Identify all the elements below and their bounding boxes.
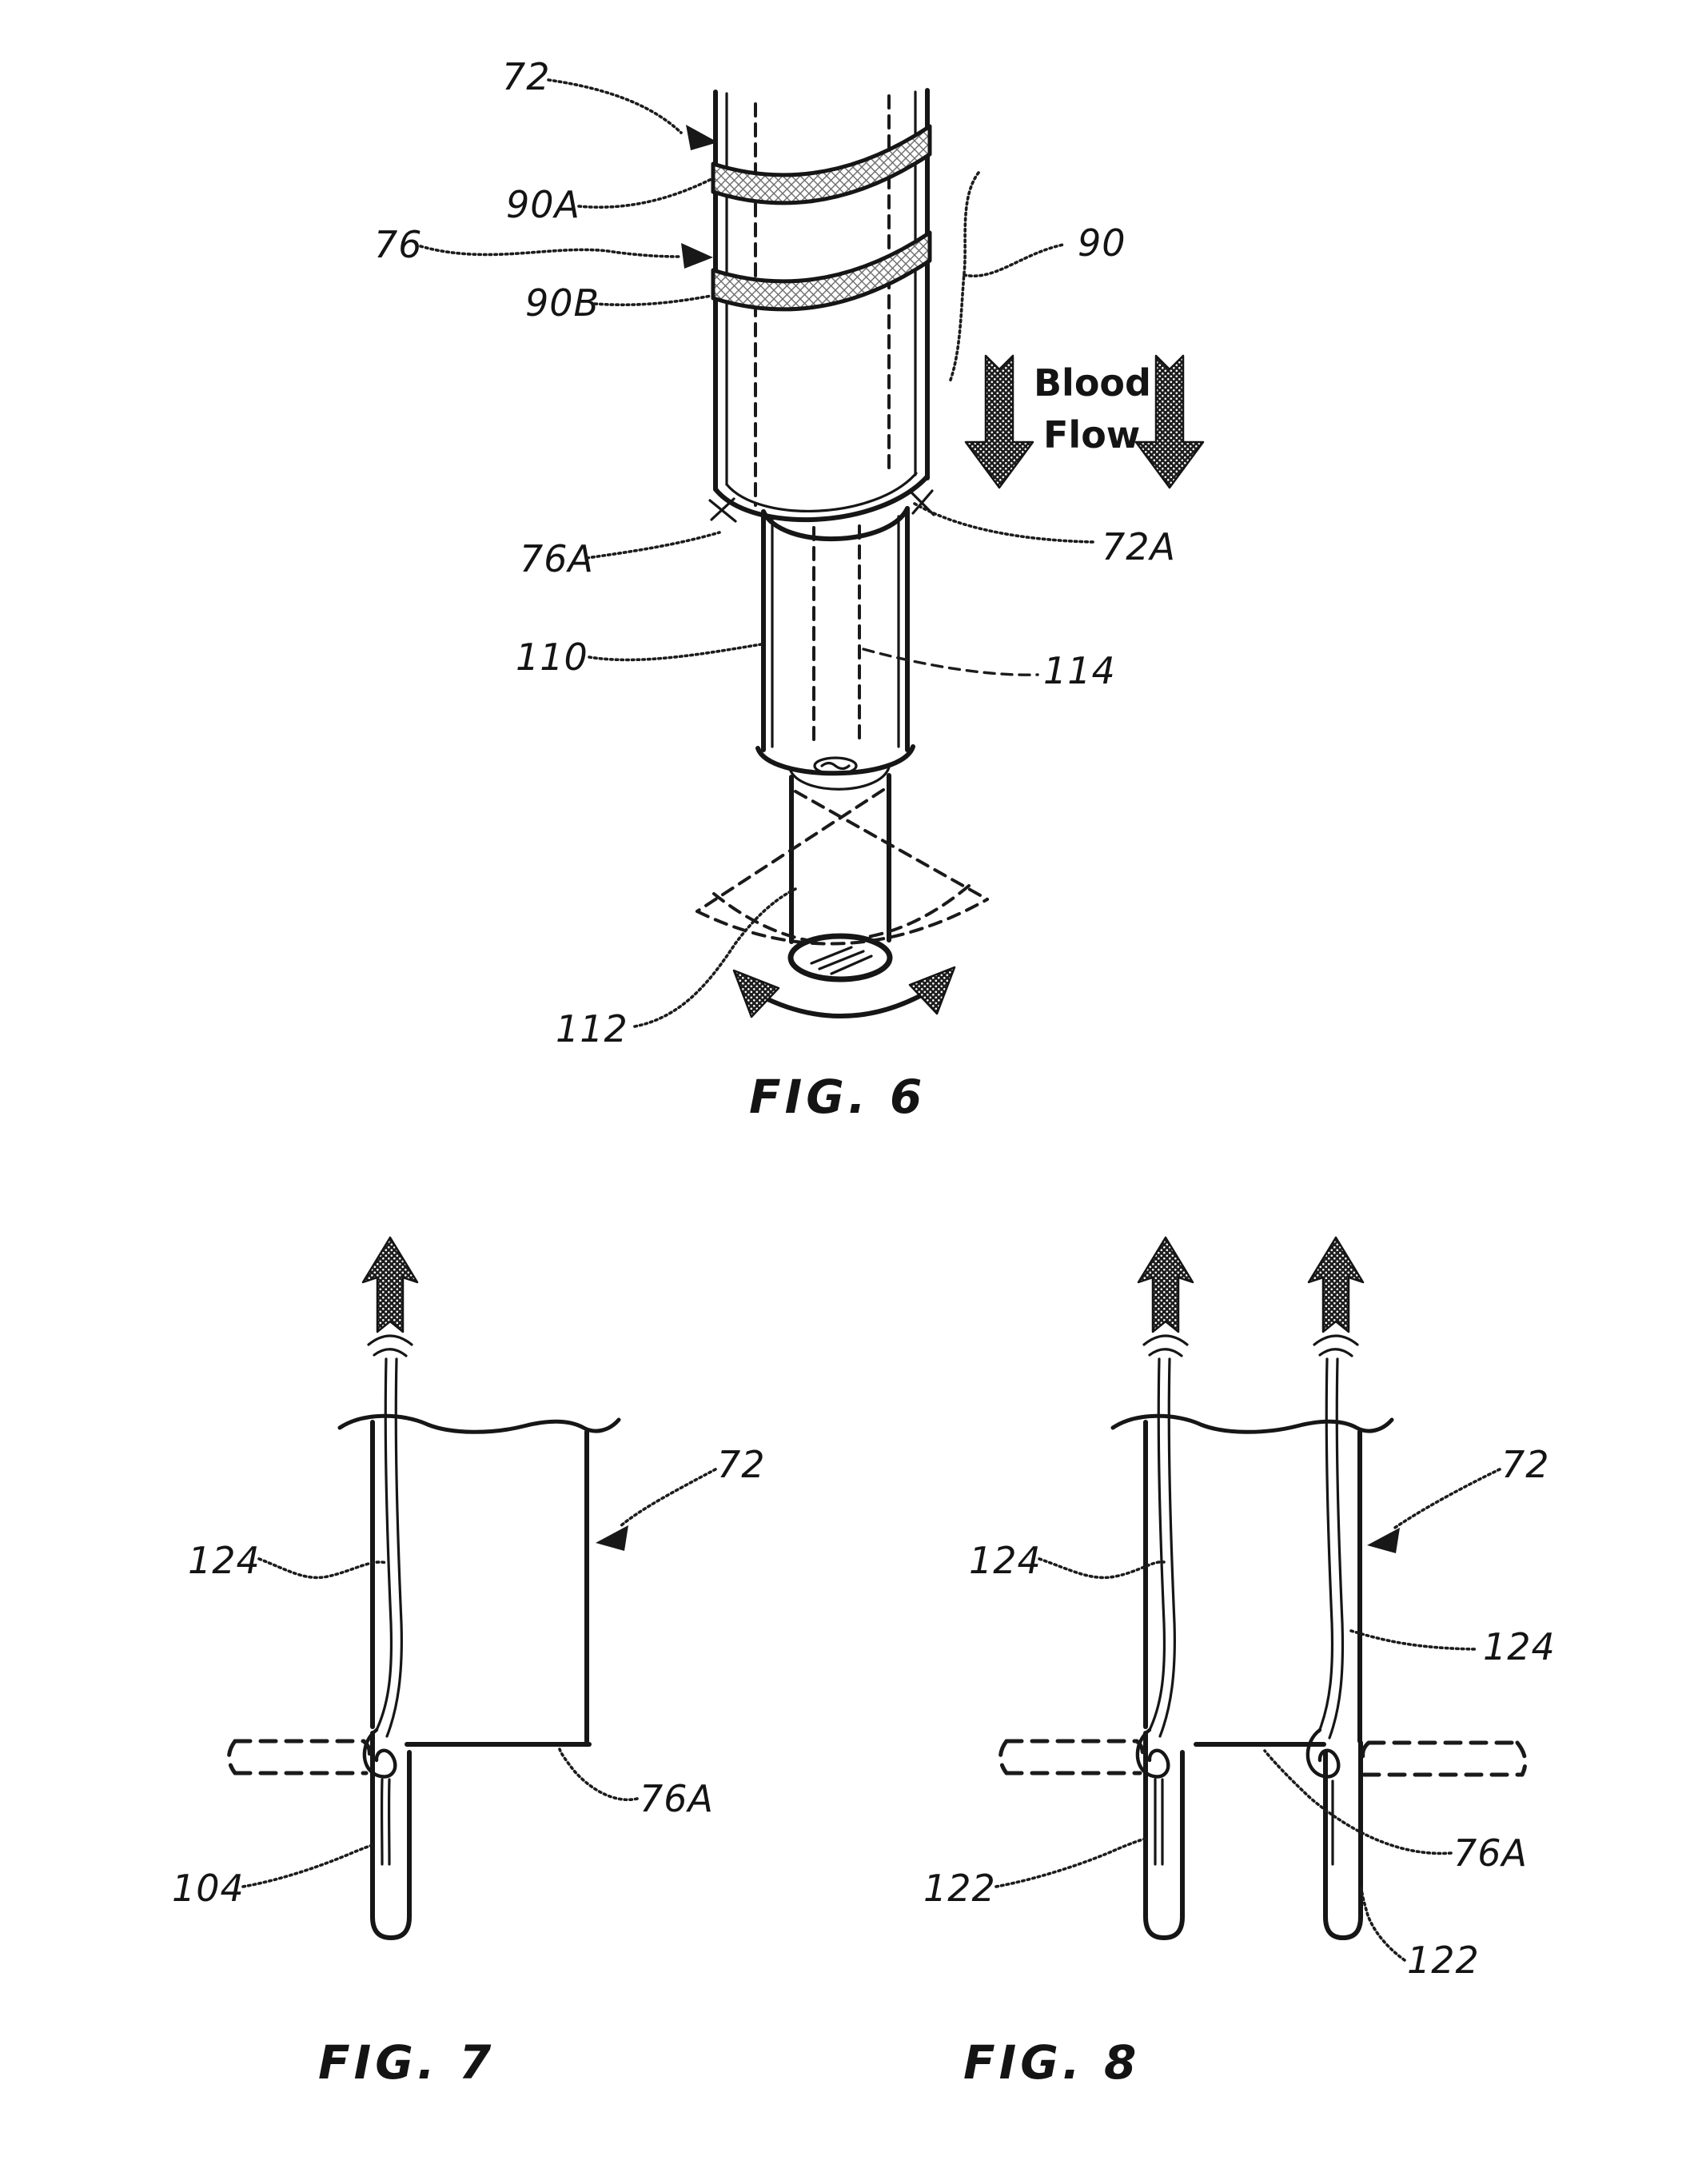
blood-flow-arrow-left-icon [966, 356, 1033, 488]
fig7-label-124: 124 [188, 1539, 261, 1582]
fig6-leader-90A [579, 179, 711, 207]
fig8-caption: FIG. 8 [963, 2035, 1141, 2090]
fig8-distal-tube-right-outline [1325, 1743, 1361, 1938]
fig6-leader-76 [421, 246, 680, 257]
fig7-leader-72 [620, 1469, 715, 1527]
fig8-vessel-wall-left-top-dashed [1006, 1741, 1142, 1756]
fig6-label-76A: 76A [520, 537, 595, 580]
fig8-pull-arrow-left-icon [1138, 1237, 1193, 1356]
fig6-brace-90 [950, 173, 979, 382]
fig8-leader-122-right [1361, 1888, 1405, 1960]
fig8-vessel-wall-right-top-dashed [1363, 1743, 1517, 1757]
fig7-vessel-wall-top-dashed [235, 1741, 369, 1756]
fig8-label-122-left: 122 [923, 1867, 996, 1910]
fig7-leader-124 [259, 1559, 386, 1577]
fig7-leader-72-arrowhead-icon [596, 1525, 628, 1551]
fig6-label-90: 90 [1078, 221, 1126, 265]
fig8-right-wire-line1 [1319, 1359, 1332, 1732]
fig7-wire-in-distal-tube [382, 1779, 389, 1864]
fig8-label-122-right: 122 [1407, 1939, 1480, 1982]
fig7-label-104: 104 [172, 1867, 245, 1910]
fig6-label-90B: 90B [525, 281, 600, 325]
fig6-collar-outer-arc [758, 747, 913, 773]
fig8-pull-arrow-right-icon [1309, 1237, 1363, 1356]
fig8-left-wire-in-tube [1155, 1779, 1162, 1864]
fig6-leader-114-dashed [863, 649, 1038, 675]
fig7-caption: FIG. 7 [318, 2035, 496, 2090]
fig7-break-wavy-line [340, 1416, 619, 1432]
fig7-group [172, 1237, 766, 2090]
fig6-collar-squiggle [822, 763, 849, 769]
fig6-label-114: 114 [1043, 649, 1116, 692]
fig6-rotation-arrowhead-right-icon [910, 967, 955, 1014]
fig8-leader-72 [1393, 1469, 1500, 1529]
fig6-label-112: 112 [556, 1007, 628, 1050]
fig8-leader-122-left [996, 1839, 1146, 1887]
fig8-vessel-wall-right-cap-dashed [1517, 1743, 1525, 1775]
fig6-rim-opening-arc [763, 508, 907, 539]
fig6-leader-90B [595, 296, 711, 305]
fig6-rotation-arc [761, 993, 926, 1016]
fig6-rim-left-cross-detail [710, 499, 735, 521]
fig6-marker-band-90A [713, 126, 930, 203]
fig6-label-72: 72 [502, 55, 551, 98]
fig8-label-124-left: 124 [969, 1539, 1042, 1582]
fig7-distal-tube-104-outline [373, 1733, 409, 1938]
fig8-leader-72-arrowhead-icon [1367, 1528, 1400, 1553]
fig8-label-124-right: 124 [1483, 1625, 1556, 1668]
fig6-leader-76-arrowhead-icon [681, 243, 713, 269]
fig6-label-76: 76 [374, 223, 423, 266]
fig8-break-wavy-line [1113, 1416, 1392, 1432]
fig8-label-76A: 76A [1453, 1831, 1529, 1875]
fig7-label-72: 72 [717, 1443, 766, 1486]
fig8-label-72: 72 [1501, 1443, 1550, 1486]
blood-flow-text-line2: Flow [1043, 413, 1141, 456]
fig8-vessel-wall-left-cap-dashed [1001, 1741, 1007, 1773]
fig7-pull-arrow-icon [363, 1237, 417, 1356]
blood-flow-text-line1: Blood [1034, 361, 1151, 405]
fig6-group [374, 55, 1203, 1124]
fig6-leader-90 [964, 245, 1063, 276]
fig6-label-72A: 72A [1102, 525, 1177, 568]
fig6-leader-72A [915, 504, 1094, 542]
fig6-rotation-arrowhead-left-icon [734, 970, 779, 1017]
fig8-leader-124-right [1351, 1631, 1477, 1649]
fig6-leader-76A [587, 532, 719, 558]
fig7-label-76A: 76A [640, 1777, 715, 1820]
fig6-leader-110 [589, 644, 761, 660]
fig7-leader-76A [560, 1749, 637, 1799]
fig6-marker-band-90B [713, 233, 930, 309]
fig6-tip-bottom-hatch [811, 947, 871, 974]
fig8-leader-76A [1265, 1751, 1451, 1853]
fig6-tube-rim-outer-arc [715, 476, 927, 520]
fig8-distal-tube-left-outline [1146, 1733, 1182, 1938]
fig8-group [923, 1237, 1556, 2090]
fig7-vessel-wall-left-cap-dashed [229, 1741, 236, 1773]
fig6-leader-112 [635, 889, 795, 1026]
fig6-label-90A: 90A [506, 183, 581, 226]
fig6-leader-72 [548, 80, 681, 133]
fig6-caption: FIG. 6 [749, 1070, 927, 1124]
fig7-leader-104 [243, 1845, 373, 1887]
fig6-label-110: 110 [516, 636, 588, 679]
